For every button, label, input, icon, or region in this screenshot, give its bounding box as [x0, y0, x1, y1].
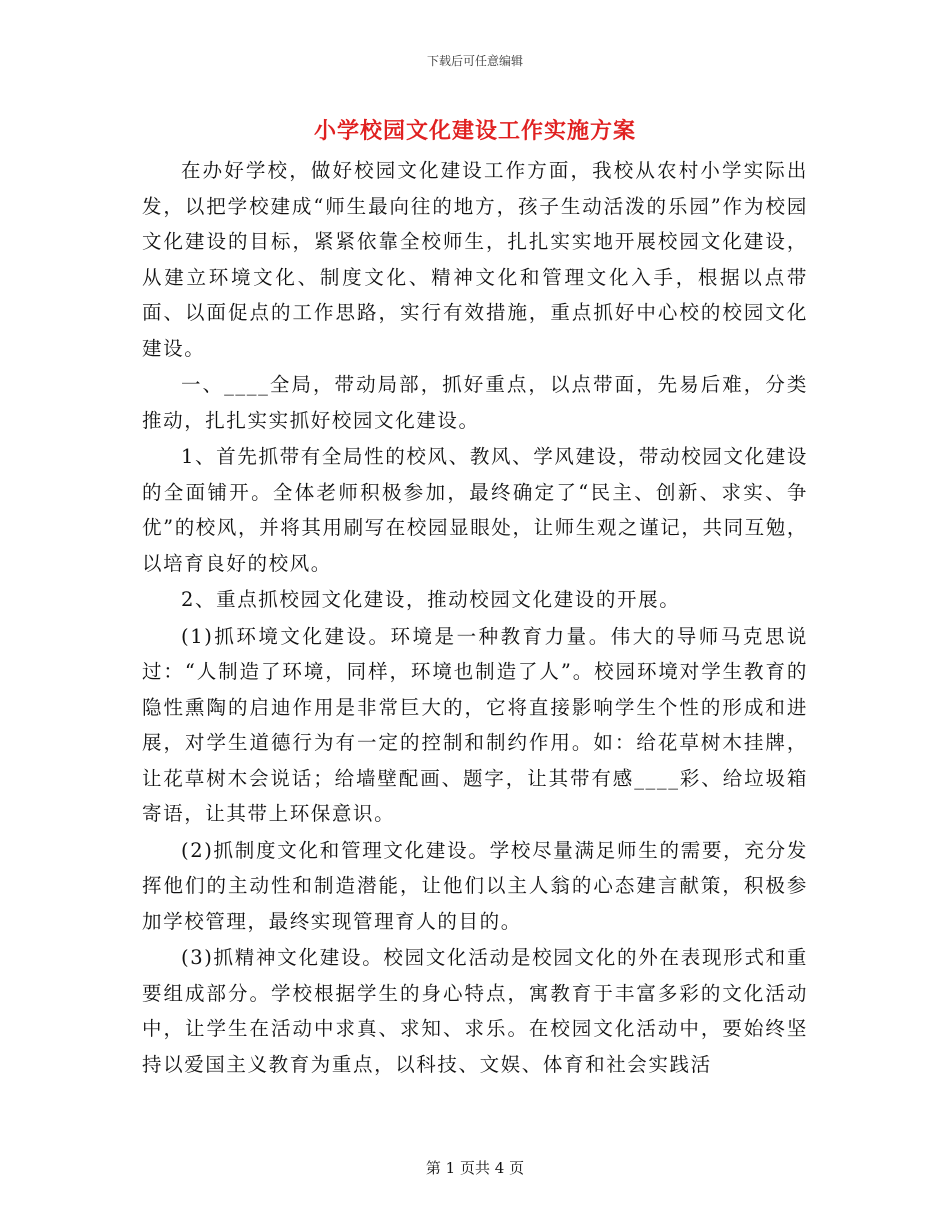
paragraph-item-2: 2、重点抓校园文化建设，推动校园文化建设的开展。	[181, 588, 681, 611]
paragraph-section-1: 一、____全局，带动局部，抓好重点，以点带面，先易后难，分类推动，扎扎实实抓好校园文化建设。	[142, 373, 808, 432]
paragraph-subitem-1: (1)抓环境文化建设。环境是一种教育力量。伟大的导师马克思说过：“人制造了环境，同样，环境也制造了人”。校园环境对学生教育的隐性熏陶的启迪作用是非常巨大的，它将直接影响学生个性的形成和进展，对学生道德行为有一定的控制和制约作用。如：给花草树木挂牌，让花草树木会说话；给墙壁配画、题字，让其带有感____彩、给垃圾箱寄语，让其带上环保意识。	[142, 624, 808, 825]
paragraph-subitem-3: (3)抓精神文化建设。校园文化活动是校园文化的外在表现形式和重要组成部分。学校根据学生的身心特点，寓教育于丰富多彩的文化活动中，让学生在活动中求真、求知、求乐。在校园文化活动中，要始终坚持以爱国主义教育为重点，以科技、文娱、体育和社会实践活	[142, 946, 808, 1076]
document-body	[142, 153, 808, 1083]
page-number: 第 1 页共 4 页	[425, 1159, 525, 1177]
paragraph-subitem-2: (2)抓制度文化和管理文化建设。学校尽量满足师生的需要，充分发挥他们的主动性和制造潜能，让他们以主人翁的心态建言献策，积极参加学校管理，最终实现管理育人的目的。	[142, 838, 808, 933]
header-note: 下载后可任意编辑	[426, 54, 523, 68]
paragraph-intro: 在办好学校，做好校园文化建设工作方面，我校从农村小学实际出发，以把学校建成“师生最向往的地方，孩子生动活泼的乐园”作为校园文化建设的目标，紧紧依靠全校师生，扎扎实实地开展校园文化建设，从建立环境文化、制度文化、精神文化和管理文化入手，根据以点带面、以面促点的工作思路，实行有效措施，重点抓好中心校的校园文化建设。	[142, 159, 808, 360]
document-title: 小学校园文化建设工作实施方案	[313, 118, 636, 144]
paragraph-item-1: 1、首先抓带有全局性的校风、教风、学风建设，带动校园文化建设的全面铺开。全体老师积极参加，最终确定了“民主、创新、求实、争优”的校风，并将其用刷写在校园显眼处，让师生观之谨记，共同互勉，以培育良好的校风。	[142, 445, 808, 575]
